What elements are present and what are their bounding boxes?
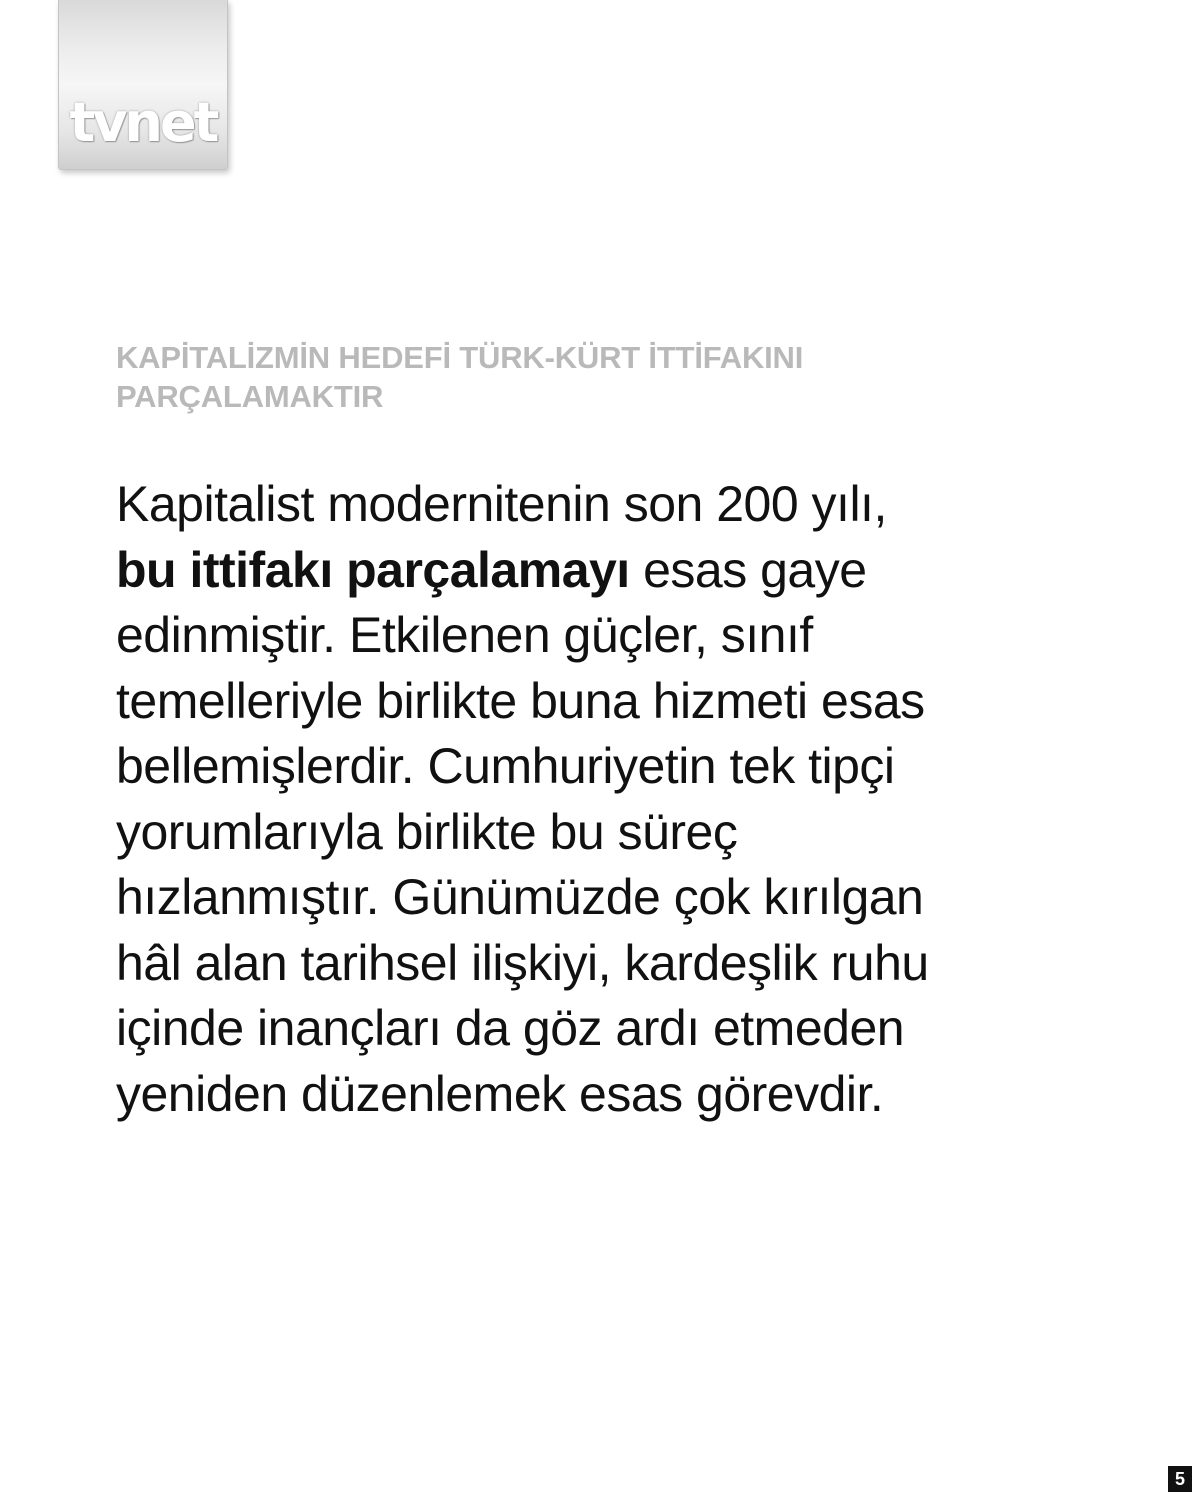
article-kicker xyxy=(116,338,1016,416)
body-line: Kapitalist modernitenin son 200 yılı, xyxy=(116,476,887,532)
tvnet-logo xyxy=(58,0,228,170)
logo-text: tvnet xyxy=(69,91,217,154)
body-line xyxy=(116,538,1116,604)
kicker-line: KAPİTALİZMİN HEDEFİ TÜRK-KÜRT İTTİFAKINI xyxy=(116,340,804,375)
article-body xyxy=(116,472,1116,1127)
body-line: yorumlarıyla birlikte bu süreç xyxy=(116,803,738,860)
body-emphasis: bu ittifakı parçalamayı xyxy=(116,541,630,598)
body-line: bellemişlerdir. Cumhuriyetin tek tipçi xyxy=(116,738,895,794)
body-line: hâl alan tarihsel ilişkiyi, kardeşlik ruhu xyxy=(116,934,929,991)
body-line: içinde inançları da göz ardı etmeden xyxy=(116,1000,905,1056)
body-line: edinmiştir. Etkilenen güçler, sınıf xyxy=(116,607,813,663)
page-number-badge: 5 xyxy=(1168,1466,1192,1492)
body-line-rest: esas gaye xyxy=(629,541,867,598)
body-line: hızlanmıştır. Günümüzde çok kırılgan xyxy=(116,869,924,925)
body-line: temelleriyle birlikte buna hizmeti esas xyxy=(116,672,925,729)
body-line: yeniden düzenlemek esas görevdir. xyxy=(116,1065,884,1122)
kicker-line: PARÇALAMAKTIR xyxy=(116,379,384,414)
